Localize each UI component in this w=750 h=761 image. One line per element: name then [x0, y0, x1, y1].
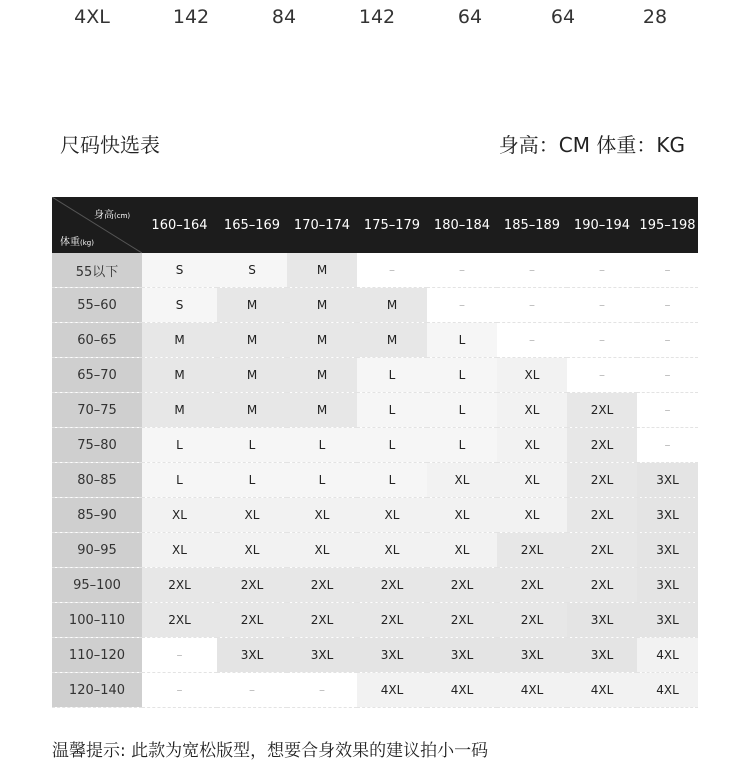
size-detail-cell: 28	[642, 6, 668, 28]
size-cell: 3XL	[357, 638, 427, 673]
size-cell: L	[427, 428, 497, 463]
size-cell: XL	[287, 533, 357, 568]
size-cell: 2XL	[567, 498, 637, 533]
size-cell: L	[427, 358, 497, 393]
size-cell: M	[217, 393, 287, 428]
size-cell: XL	[427, 463, 497, 498]
size-cell: M	[357, 288, 427, 323]
table-row	[52, 603, 698, 638]
size-cell: –	[142, 638, 217, 673]
size-cell: 2XL	[427, 568, 497, 603]
size-detail-cell: 142	[172, 6, 210, 28]
size-cell: M	[217, 358, 287, 393]
size-cell: L	[287, 463, 357, 498]
size-cell: M	[142, 393, 217, 428]
size-quick-select-table	[52, 197, 698, 708]
size-cell: –	[567, 323, 637, 358]
size-cell: 3XL	[637, 463, 698, 498]
size-detail-cell: 64	[550, 6, 576, 28]
size-cell: 3XL	[217, 638, 287, 673]
fit-tip-note: 温馨提示: 此款为宽松版型，想要合身效果的建议拍小一码	[52, 741, 489, 761]
size-cell: –	[427, 253, 497, 288]
table-row	[52, 288, 698, 323]
size-cell: XL	[497, 358, 567, 393]
size-cell: 3XL	[497, 638, 567, 673]
size-cell: –	[567, 358, 637, 393]
weight-range-cell: 70–75	[52, 393, 142, 428]
weight-range-cell: 55–60	[52, 288, 142, 323]
table-body	[52, 253, 698, 708]
size-cell: XL	[217, 498, 287, 533]
size-cell: L	[357, 358, 427, 393]
size-cell: 3XL	[427, 638, 497, 673]
size-detail-row-4xl	[0, 0, 750, 40]
size-cell: XL	[497, 428, 567, 463]
weight-range-cell: 85–90	[52, 498, 142, 533]
size-cell: L	[287, 428, 357, 463]
size-cell: S	[142, 253, 217, 288]
table-row	[52, 393, 698, 428]
table-row	[52, 673, 698, 708]
size-cell: –	[497, 253, 567, 288]
size-cell: M	[287, 323, 357, 358]
size-cell: 2XL	[567, 428, 637, 463]
size-cell: 3XL	[287, 638, 357, 673]
size-cell: –	[567, 253, 637, 288]
size-cell: L	[142, 463, 217, 498]
height-column-header: 170–174	[287, 197, 357, 253]
size-cell: –	[637, 323, 698, 358]
size-cell: –	[217, 673, 287, 708]
size-cell: 2XL	[142, 603, 217, 638]
height-column-header: 190–194	[567, 197, 637, 253]
size-cell: S	[142, 288, 217, 323]
size-cell: 4XL	[357, 673, 427, 708]
size-cell: 4XL	[427, 673, 497, 708]
corner-height-label: 身高(cm)	[94, 210, 131, 221]
size-cell: S	[217, 253, 287, 288]
table-row	[52, 533, 698, 568]
table-row	[52, 253, 698, 288]
size-cell: 2XL	[217, 568, 287, 603]
size-cell: XL	[497, 393, 567, 428]
size-cell: 3XL	[637, 498, 698, 533]
size-cell: L	[217, 428, 287, 463]
size-cell: 2XL	[357, 603, 427, 638]
size-cell: L	[357, 393, 427, 428]
size-cell: 4XL	[637, 673, 698, 708]
size-cell: 2XL	[427, 603, 497, 638]
corner-weight-label: 体重(kg)	[60, 237, 94, 248]
size-detail-cell: 84	[271, 6, 297, 28]
weight-range-cell: 75–80	[52, 428, 142, 463]
size-cell: XL	[427, 533, 497, 568]
size-cell: M	[287, 358, 357, 393]
size-cell: 2XL	[567, 533, 637, 568]
size-cell: XL	[497, 498, 567, 533]
size-cell: XL	[287, 498, 357, 533]
size-cell: M	[287, 288, 357, 323]
height-column-header: 160–164	[142, 197, 217, 253]
size-cell: M	[142, 358, 217, 393]
size-cell: XL	[427, 498, 497, 533]
height-column-header: 180–184	[427, 197, 497, 253]
size-cell: 4XL	[497, 673, 567, 708]
size-cell: L	[217, 463, 287, 498]
size-cell: 2XL	[497, 533, 567, 568]
size-cell: –	[427, 288, 497, 323]
size-cell: 3XL	[567, 603, 637, 638]
size-cell: XL	[357, 498, 427, 533]
size-cell: –	[497, 288, 567, 323]
size-cell: –	[497, 323, 567, 358]
size-cell: 3XL	[637, 533, 698, 568]
size-cell: –	[637, 358, 698, 393]
size-cell: 4XL	[637, 638, 698, 673]
table-corner-cell	[52, 197, 142, 253]
size-cell: 4XL	[567, 673, 637, 708]
unit-note: 身高：CM 体重：KG	[498, 133, 685, 157]
weight-range-cell: 65–70	[52, 358, 142, 393]
size-cell: M	[217, 323, 287, 358]
size-cell: –	[637, 288, 698, 323]
table-row	[52, 428, 698, 463]
size-cell: 3XL	[637, 568, 698, 603]
size-cell: L	[427, 393, 497, 428]
size-cell: 2XL	[287, 568, 357, 603]
size-cell: –	[142, 673, 217, 708]
size-cell: 3XL	[637, 603, 698, 638]
size-cell: 2XL	[567, 568, 637, 603]
size-cell: M	[142, 323, 217, 358]
size-cell: –	[637, 428, 698, 463]
size-cell: 3XL	[567, 638, 637, 673]
size-detail-cell: 4XL	[74, 6, 110, 28]
size-cell: 2XL	[287, 603, 357, 638]
table-row	[52, 358, 698, 393]
size-detail-cell: 64	[457, 6, 483, 28]
size-cell: M	[287, 253, 357, 288]
size-cell: 2XL	[142, 568, 217, 603]
size-detail-cell: 142	[358, 6, 396, 28]
size-cell: –	[637, 393, 698, 428]
weight-range-cell: 60–65	[52, 323, 142, 358]
table-header-row	[52, 197, 698, 253]
weight-range-cell: 95–100	[52, 568, 142, 603]
size-cell: L	[427, 323, 497, 358]
size-cell: 2XL	[357, 568, 427, 603]
size-cell: 2XL	[217, 603, 287, 638]
size-cell: M	[287, 393, 357, 428]
size-cell: L	[357, 428, 427, 463]
size-cell: M	[357, 323, 427, 358]
size-cell: L	[357, 463, 427, 498]
weight-range-cell: 110–120	[52, 638, 142, 673]
size-cell: M	[217, 288, 287, 323]
size-cell: XL	[357, 533, 427, 568]
size-cell: XL	[217, 533, 287, 568]
size-chart-title: 尺码快选表	[60, 133, 160, 157]
size-cell: XL	[142, 533, 217, 568]
size-cell: 2XL	[497, 568, 567, 603]
table-row	[52, 568, 698, 603]
size-cell: 2XL	[567, 393, 637, 428]
size-cell: –	[357, 253, 427, 288]
size-cell: –	[567, 288, 637, 323]
height-column-header: 185–189	[497, 197, 567, 253]
table-row	[52, 323, 698, 358]
height-column-header: 165–169	[217, 197, 287, 253]
size-cell: 2XL	[497, 603, 567, 638]
table-row	[52, 463, 698, 498]
height-column-header: 195–198	[637, 197, 698, 253]
size-cell: XL	[142, 498, 217, 533]
weight-range-cell: 80–85	[52, 463, 142, 498]
size-cell: L	[142, 428, 217, 463]
size-cell: 2XL	[567, 463, 637, 498]
height-column-header: 175–179	[357, 197, 427, 253]
table-row	[52, 498, 698, 533]
size-cell: XL	[497, 463, 567, 498]
size-cell: –	[287, 673, 357, 708]
table-row	[52, 638, 698, 673]
weight-range-cell: 90–95	[52, 533, 142, 568]
weight-range-cell: 100–110	[52, 603, 142, 638]
weight-range-cell: 120–140	[52, 673, 142, 708]
size-cell: –	[637, 253, 698, 288]
weight-range-cell: 55以下	[52, 253, 142, 288]
